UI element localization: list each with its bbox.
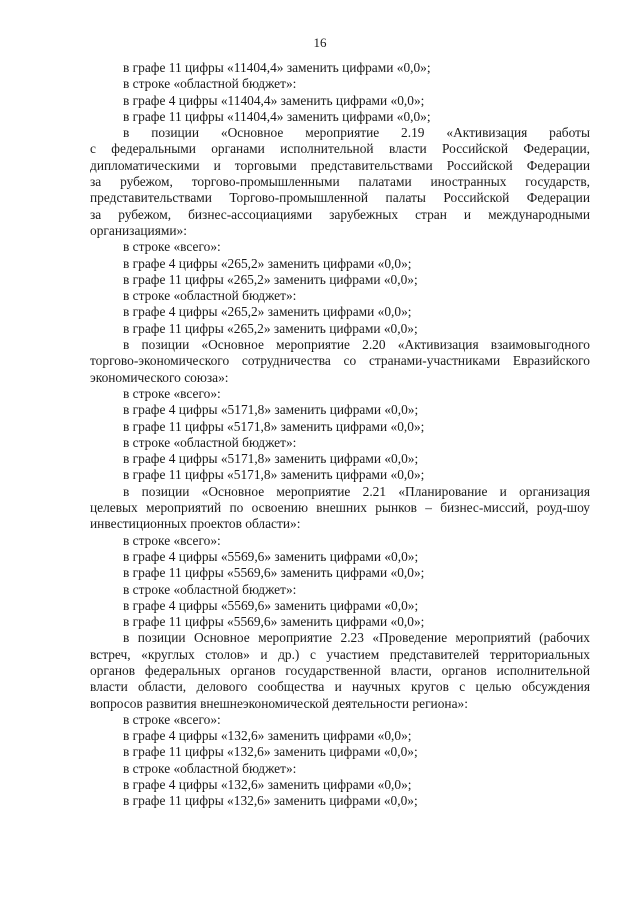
text-line: экономического союза»: [90,369,229,385]
text-line: в позиции «Основное мероприятие 2.21 «Планирование и организация [123,483,590,499]
text-line: в графе 11 цифры «5569,6» заменить цифрами «0,0»; [123,565,425,581]
text-line: в графе 4 цифры «5171,8» заменить цифрами «0,0»; [123,402,419,418]
text-line: в строке «областной бюджет»: [123,581,297,597]
text-line: в графе 11 цифры «5171,8» заменить цифрами «0,0»; [123,418,425,434]
text-line: в позиции «Основное мероприятие 2.20 «Активизация взаимовыгодного [123,337,590,353]
text-line: в строке «областной бюджет»: [123,760,297,776]
text-line: в строке «всего»: [123,532,221,548]
text-line: дипломатическими и торговыми представительствами Российской Федерации [90,157,590,173]
text-line: в графе 11 цифры «11404,4» заменить цифрами «0,0»; [123,108,431,124]
text-line: организациями»: [90,222,187,238]
text-line: в графе 11 цифры «11404,4» заменить цифрами «0,0»; [123,60,431,75]
text-line: в графе 11 цифры «265,2» заменить цифрами «0,0»; [123,320,418,336]
text-line: инвестиционных проектов области»: [90,516,301,532]
text-line: в строке «всего»: [123,711,221,727]
text-line: в графе 4 цифры «265,2» заменить цифрами «0,0»; [123,255,412,271]
text-line: власти области, делового сообщества и научных кругов с целью обсуждения [90,679,590,695]
text-line: в строке «областной бюджет»: [123,288,297,304]
text-line: в графе 4 цифры «5569,6» заменить цифрами «0,0»; [123,597,419,613]
text-line: в графе 11 цифры «132,6» заменить цифрами «0,0»; [123,793,418,809]
text-line: вопросов развития внешнеэкономической деятельности региона»: [90,695,468,711]
text-line: в позиции «Основное мероприятие 2.19 «Активизация работы [123,125,590,141]
text-line: в графе 4 цифры «132,6» заменить цифрами «0,0»; [123,728,412,744]
text-line: в позиции Основное мероприятие 2.23 «Проведение мероприятий (рабочих [123,630,590,646]
text-line: в строке «всего»: [123,385,221,401]
text-line: в графе 4 цифры «11404,4» заменить цифрами «0,0»; [123,92,425,108]
document-body [90,60,590,810]
text-line: в графе 11 цифры «132,6» заменить цифрами «0,0»; [123,744,418,760]
text-line: в строке «всего»: [123,239,221,255]
text-line: за рубежом, бизнес-ассоциациями зарубежных стран и международными [90,206,590,222]
text-line: в графе 4 цифры «5171,8» заменить цифрами «0,0»; [123,451,419,467]
text-line: в графе 4 цифры «5569,6» заменить цифрами «0,0»; [123,548,419,564]
text-line: за рубежом, торгово-промышленными палатами иностранных государств, [90,174,590,190]
text-line: с федеральными органами исполнительной власти Российской Федерации, [90,141,590,157]
text-line: в графе 11 цифры «265,2» заменить цифрами «0,0»; [123,271,418,287]
text-line: целевых мероприятий по освоению внешних рынков – бизнес-миссий, роуд-шоу [90,500,590,516]
text-line: представительствами Торгово-промышленной палаты Российской Федерации [90,190,590,206]
text-line: в графе 11 цифры «5171,8» заменить цифрами «0,0»; [123,467,425,483]
text-line: встреч, «круглых столов» и др.) с участием представителей территориальных [90,646,590,662]
text-line: в строке «областной бюджет»: [123,76,297,92]
page-number: 16 [313,35,327,50]
text-line: органов федеральных органов государственной власти, органов исполнительной [90,662,590,678]
text-line: в графе 11 цифры «5569,6» заменить цифрами «0,0»; [123,614,425,630]
text-line: в графе 4 цифры «132,6» заменить цифрами «0,0»; [123,777,412,793]
text-line: торгово-экономического сотрудничества со странами-участниками Евразийского [90,353,590,369]
text-line: в графе 4 цифры «265,2» заменить цифрами «0,0»; [123,304,412,320]
text-line: в строке «областной бюджет»: [123,434,297,450]
